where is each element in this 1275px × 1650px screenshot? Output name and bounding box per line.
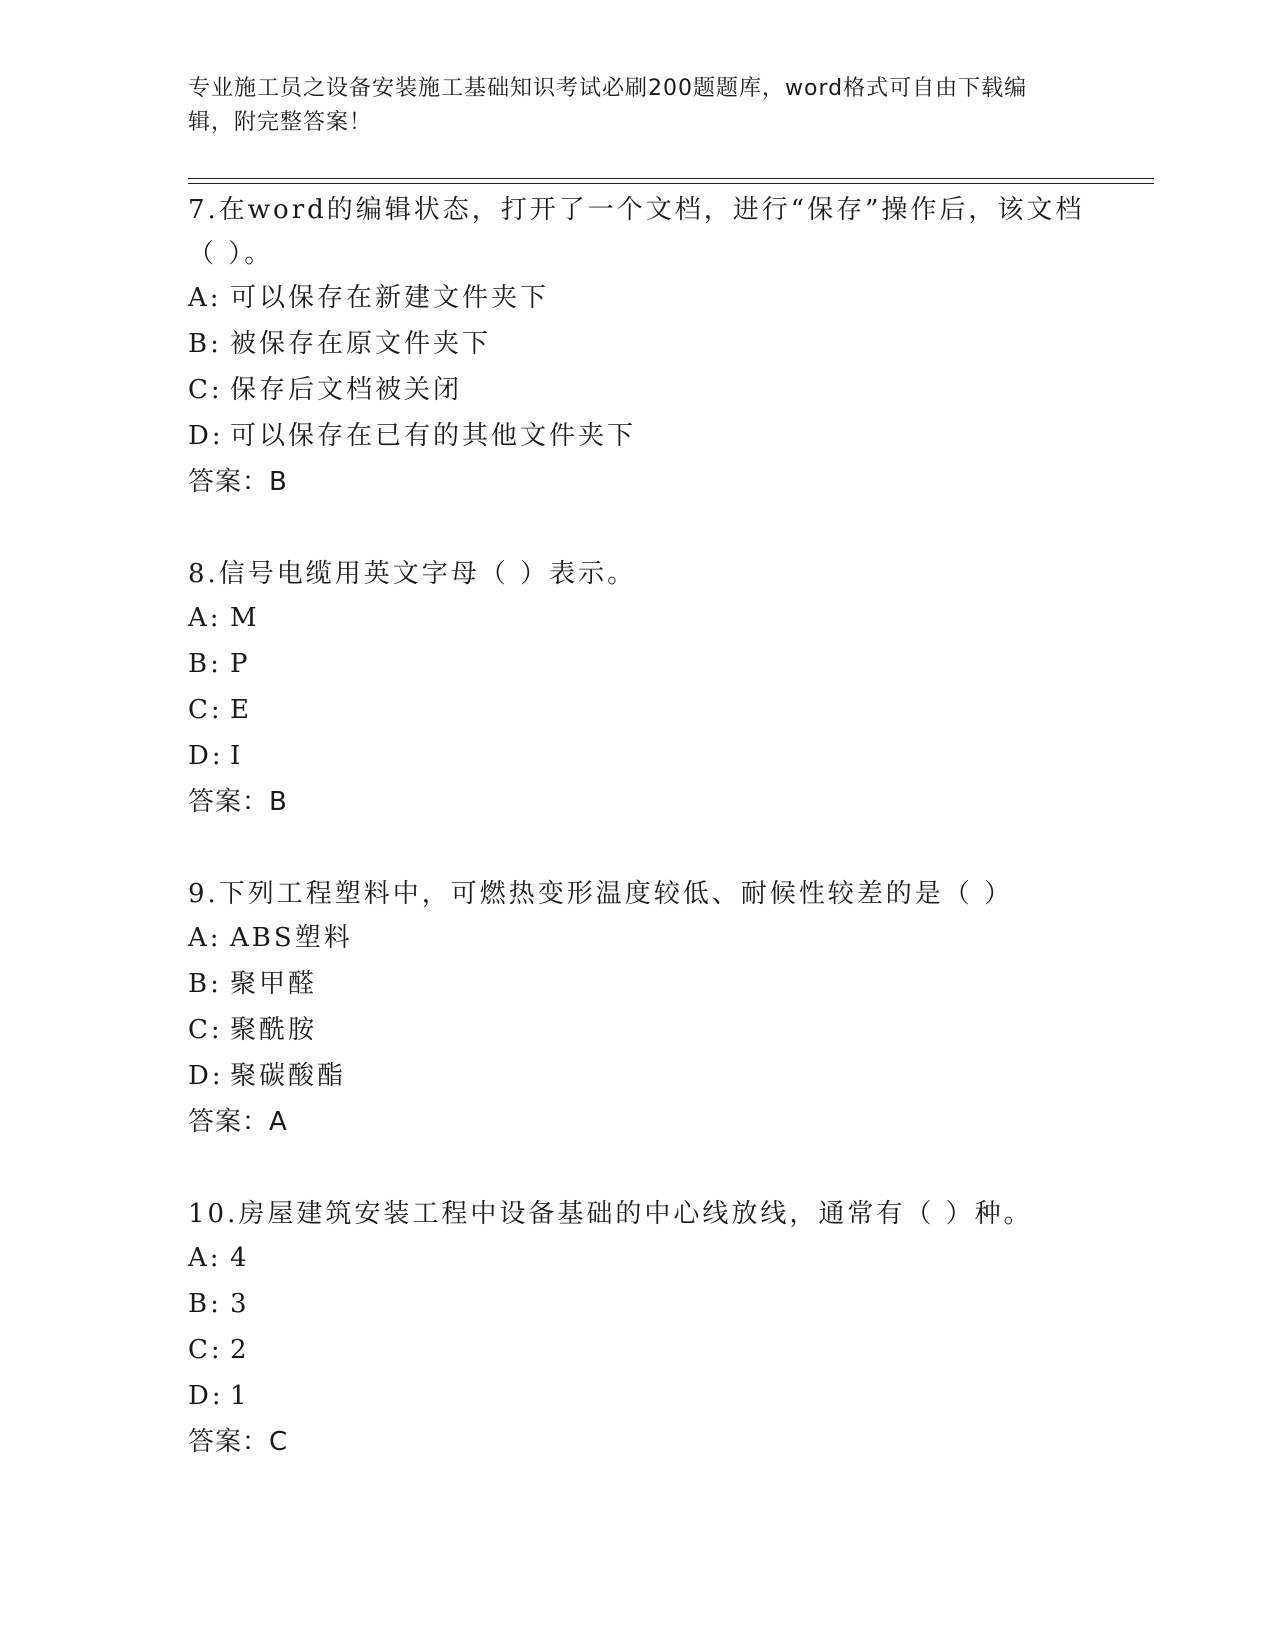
option-text: 2	[230, 1335, 250, 1365]
option-b	[188, 1282, 1088, 1328]
option-a	[188, 916, 1088, 962]
document-header: 专业施工员之设备安装施工基础知识考试必刷200题题库，word格式可自由下载编辑，附完整答案！	[188, 76, 1028, 135]
option-d	[188, 414, 1088, 460]
option-d	[188, 734, 1088, 780]
option-c	[188, 1008, 1088, 1054]
option-label: A:	[188, 603, 222, 633]
option-a	[188, 1236, 1088, 1282]
option-c	[188, 368, 1088, 414]
option-text: M	[230, 603, 260, 633]
option-label: A:	[188, 283, 222, 313]
option-c	[188, 1328, 1088, 1374]
option-text: 聚酰胺	[230, 1015, 318, 1045]
option-label: C:	[188, 1015, 223, 1045]
question-stem: 7.在word的编辑状态，打开了一个文档，进行“保存”操作后，该文档（ ）。	[188, 195, 1085, 269]
option-text: ABS塑料	[230, 923, 353, 953]
question-9	[188, 872, 1088, 1146]
option-label: D:	[188, 741, 224, 771]
question-stem: 8.信号电缆用英文字母（ ）表示。	[188, 559, 637, 589]
option-text: 3	[230, 1289, 250, 1319]
question-10	[188, 1192, 1088, 1466]
option-text: I	[230, 741, 244, 771]
option-text: 1	[230, 1381, 250, 1411]
option-c	[188, 688, 1088, 734]
question-stem: 9.下列工程塑料中，可燃热变形温度较低、耐候性较差的是（ ）	[188, 879, 1014, 909]
option-label: A:	[188, 923, 222, 953]
option-a	[188, 596, 1088, 642]
option-a	[188, 276, 1088, 322]
question-stem: 10.房屋建筑安装工程中设备基础的中心线放线，通常有（ ）种。	[188, 1199, 1033, 1229]
header-rule-bottom	[188, 183, 1154, 184]
option-label: B:	[188, 1289, 222, 1319]
question-8	[188, 552, 1088, 826]
header-rule-top	[188, 178, 1154, 179]
option-label: C:	[188, 695, 223, 725]
answer: 答案：A	[188, 1107, 288, 1137]
option-text: 聚碳酸酯	[230, 1061, 347, 1091]
answer: 答案：B	[188, 787, 288, 817]
option-label: D:	[188, 421, 224, 451]
option-label: B:	[188, 329, 222, 359]
answer: 答案：C	[188, 1427, 289, 1457]
option-d	[188, 1374, 1088, 1420]
option-text: 聚甲醛	[230, 969, 318, 999]
option-text: P	[230, 649, 251, 679]
option-label: B:	[188, 649, 222, 679]
option-label: D:	[188, 1381, 224, 1411]
option-label: A:	[188, 1243, 222, 1273]
option-text: 被保存在原文件夹下	[230, 329, 492, 359]
option-text: 保存后文档被关闭	[230, 375, 463, 405]
question-7	[188, 188, 1088, 506]
option-b	[188, 642, 1088, 688]
option-text: 可以保存在新建文件夹下	[230, 283, 550, 313]
option-text: E	[230, 695, 252, 725]
option-text: 4	[230, 1243, 250, 1273]
option-d	[188, 1054, 1088, 1100]
option-text: 可以保存在已有的其他文件夹下	[230, 421, 637, 451]
option-b	[188, 322, 1088, 368]
option-b	[188, 962, 1088, 1008]
option-label: D:	[188, 1061, 224, 1091]
option-label: B:	[188, 969, 222, 999]
option-label: C:	[188, 375, 223, 405]
answer: 答案：B	[188, 467, 288, 497]
option-label: C:	[188, 1335, 223, 1365]
